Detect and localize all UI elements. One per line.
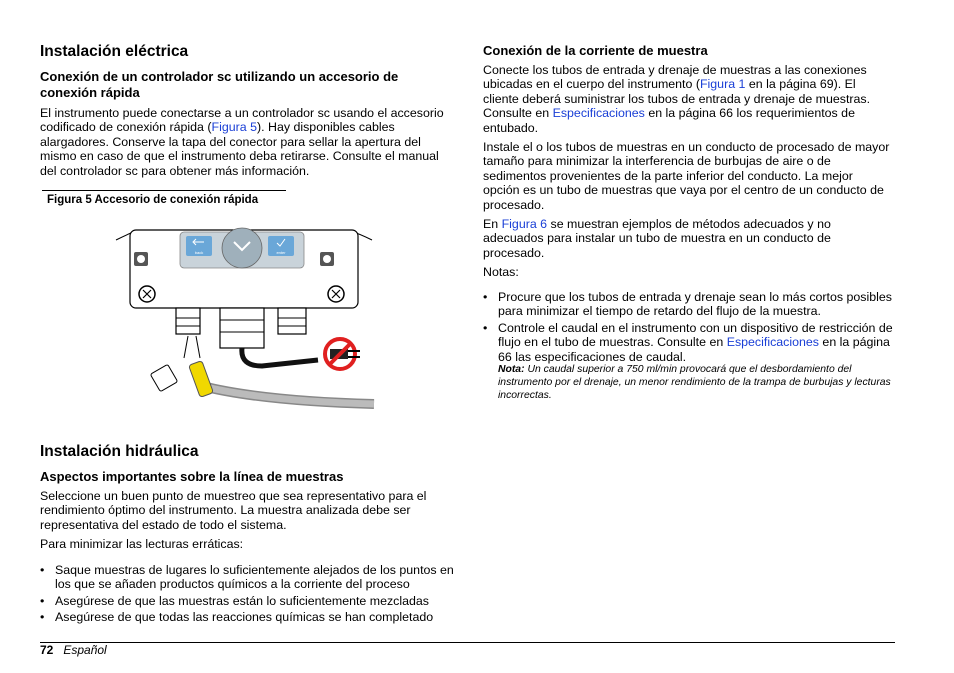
connector-cap-icon [150, 364, 177, 391]
paragraph-conexion: El instrumento puede conectarse a un controlador sc usando el accesorio codificado de conexión rápida (Figura 5). Hay disponibles cables alargadores. Conserve la tapa del conector para sellar la apertura del mismo en caso de que el instrumento deba retirarse. Consulte el manual del controlador sc para obtener más información. [40, 106, 444, 178]
link-figura-1[interactable]: Figura 1 [699, 77, 746, 92]
subsection-title-conexion: Conexión de un controlador sc utilizando un accesorio de conexión rápida [40, 69, 399, 100]
note-caudal: Nota: Un caudal superior a 750 ml/min provocará que el desbordamiento del instrumento por el drenaje, un menor rendimiento de la trampa de burbujas y lecturas incorrectas. [498, 364, 891, 401]
paragraph-notas: Notas: [483, 265, 519, 279]
down-button-icon [222, 228, 262, 268]
subsection-title-corriente: Conexión de la corriente de muestra [483, 43, 708, 58]
list-item: • Procure que los tubos de entrada y drenaje sean lo más cortos posibles para minimizar el tiempo de retardo del flujo de la muestra. [483, 290, 893, 319]
figure-caption: Figura 5 Accesorio de conexión rápida [47, 194, 259, 206]
footer-rule [40, 642, 895, 643]
bullet-list-lecturas [40, 563, 460, 625]
svg-text:back: back [194, 250, 204, 255]
page-footer [40, 643, 107, 657]
paragraph-instale-tubos: Instale el o los tubos de muestras en un conducto de procesado de mayor tamaño para minimizar la interferencia de burbujas de aire o de sedimentos provenientes de la parte inferior del conducto. La mejor opción es un tubo de muestras que vaya por el centro de un conducto de procesado. [483, 140, 890, 212]
paragraph-conecte-tubos: Conecte los tubos de entrada y drenaje de muestras a las conexiones ubicadas en el cuerpo del instrumento (Figura 1 en la página 69). El cliente deberá suministrar los tubos de entrada y drenaje de muestras. Consulte en Especificaciones en la página 66 los requerimientos de entubado. [483, 63, 871, 135]
list-item: • Asegúrese de que todas las reacciones químicas se han completado [40, 610, 460, 624]
page-number: 72 [40, 643, 54, 657]
list-item: • Controle el caudal en el instrumento con un dispositivo de restricción de flujo en el tubo de muestras. Consulte en Especificaciones en la página 66 las especificaciones de caudal. [483, 321, 893, 364]
link-especificaciones[interactable]: Especificaciones [552, 106, 645, 121]
figure-rule [42, 190, 286, 191]
quick-connect-figure [112, 226, 382, 426]
paragraph-punto-muestreo: Seleccione un buen punto de muestreo que sea representativo para el rendimiento óptimo del instrumento. La muestra analizada debe ser representativa del estado de todo el sistema. [40, 489, 427, 532]
footer-language: Español [63, 643, 107, 657]
quick-connect-plug-icon [189, 361, 214, 398]
list-item: • Asegúrese de que las muestras están lo suficientemente mezcladas [40, 594, 460, 608]
section-title-electrica: Instalación eléctrica [40, 43, 189, 60]
paragraph-minimizar: Para minimizar las lecturas erráticas: [40, 537, 244, 551]
power-cable [242, 348, 318, 366]
bullet-list-notas [483, 290, 893, 364]
link-figura-6[interactable]: Figura 6 [501, 217, 548, 231]
link-figura-5[interactable]: Figura 5 [211, 120, 257, 135]
section-title-hidraulica: Instalación hidráulica [40, 443, 199, 460]
link-especificaciones-caudal[interactable]: Especificaciones [726, 335, 819, 350]
svg-text:enter: enter [276, 250, 286, 255]
subsection-title-aspectos: Aspectos importantes sobre la línea de muestras [40, 469, 344, 484]
list-item: • Saque muestras de lugares lo suficientemente alejados de los puntos en los que se añaden productos químicos a la corriente del proceso [40, 563, 460, 592]
paragraph-figura-6: En Figura 6 se muestran ejemplos de métodos adecuados y no adecuados para instalar un tubo de muestra en un conducto de procesado. [483, 217, 831, 260]
